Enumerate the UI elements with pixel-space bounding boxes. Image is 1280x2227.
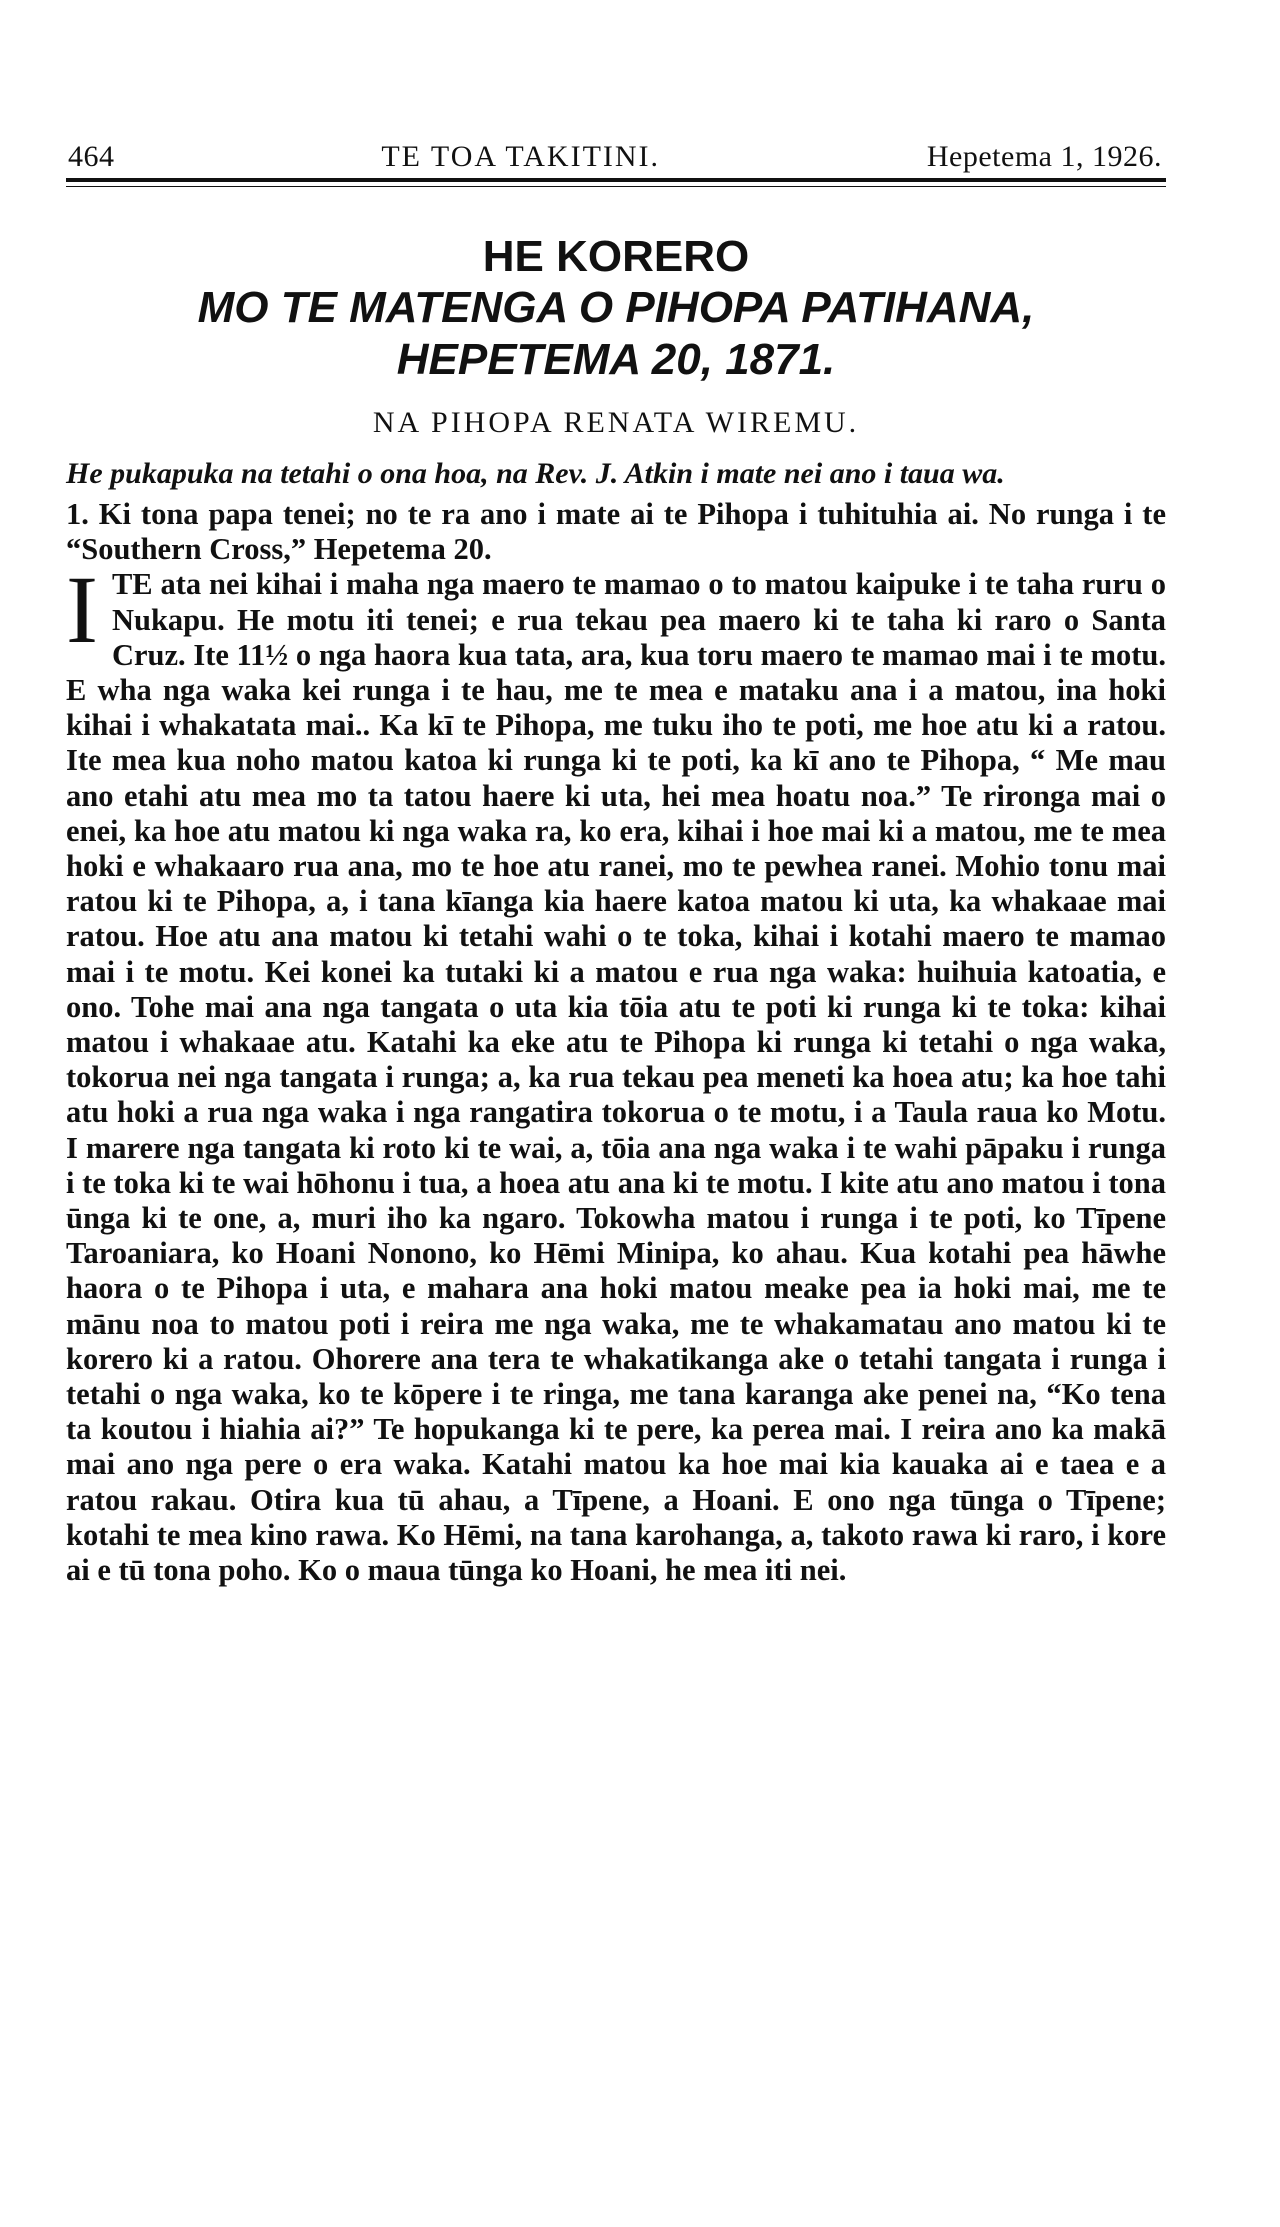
journal-title: TE TOA TAKITINI. (381, 140, 661, 173)
intro-note: He pukapuka na tetahi o ona hoa, na Rev. J. Atkin i mate nei ano i taua wa. (66, 457, 1005, 490)
title-line-1: HE KORERO (482, 232, 750, 281)
paragraph-2-text: TE ata nei kihai i maha nga maero te mamao o to matou kaipuke i te taha ruru o Nukapu. He motu iti tenei; e rua tekau pea maero ki te taha ki raro o Santa Cruz. Ite 11½ o nga haora kua tata, ara, kua toru maero te mamao mai i te motu. E wha nga waka kei runga i te hau, me te mea e mataku ana i a matou, ina hoki kihai i whakatata mai.. Ka kī te Pihopa, me tuku iho te poti, me hoe atu ki a ratou. Ite mea kua noho matou katoa ki runga ki te poti, ka kī ano te Pihopa, “ Me mau ano etahi atu mea mo ta tatou haere ki uta, hei mea hoatu noa.” Te rironga mai o enei, ka hoe atu matou ki nga waka ra, ko era, kihai i hoe mai ki a matou, me te mea hoki e whakaaro rua ana, mo te hoe atu ranei, mo te pewhea ranei. Mohio tonu mai ratou ki te Pihopa, a, i tana kīanga kia haere katoa matou ki uta, ka whakaae mai ratou. Hoe atu ana matou ki tetahi wahi o te toka, kihai i kotahi maero te mamao mai i te motu. Kei konei ka tutaki ki a matou e rua nga waka: huihuia katoatia, e ono. Tohe mai ana nga tangata o uta kia tōia atu te poti ki runga ki te toka: kihai matou i whakaae atu. Katahi ka eke atu te Pihopa ki runga ki tetahi o nga waka, tokorua nei nga tangata i runga; a, ka rua tekau pea meneti ka hoea atu; ka hoe tahi atu hoki a rua nga waka i nga rangatira tokorua o te motu, i a Taula raua ko Motu. I marere nga tangata ki roto ki te wai, a, tōia ana nga waka i te wahi pāpaku i runga i te toka ki te wai hōhonu i tua, a hoea atu ana ki te motu. I kite atu ano matou i tona ūnga ki te one, a, muri iho ka ngaro. Tokowha matou i runga i te poti, ko Tīpene Taroaniara, ko Hoani Nonono, ko Hēmi Minipa, ko ahau. Kua kotahi pea hāwhe haora o te Pihopa i uta, e mahara ana hoki matou meake pea ia hoki mai, me te mānu noa to matou poti i reira me nga waka, me te whakamatau ano matou ki te korero ki a ratou. Ohorere ana tera te whakatikanga ake o tetahi tangata i runga i tetahi o nga waka, ko te kōpere i te ringa, me tana karanga ake penei na, “Ko tena ta koutou i hiahia ai?” Te hopukanga ki te pere, ka perea mai. I reira ano ka makā mai ano nga pere o era waka. Katahi matou ka hoe mai kia kauaka ai e taea e a ratou rakau. Otira kua tū ahau, a Tīpene, a Hoani. E ono nga tūnga o Tīpene; kotahi te mea kino rawa. Ko Hēmi, na tana karohanga, a, takoto rawa ki raro, i kore ai e tū tona poho. Ko o maua tūnga ko Hoani, he mea iti nei. (66, 567, 1166, 1588)
title-line-3: HEPETEMA 20, 1871. (396, 335, 836, 384)
paragraph-1: 1. Ki tona papa tenei; no te ra ano i mate ai te Pihopa i tuhituhia ai. No runga i te “Southern Cross,” Hepetema 20. (66, 497, 1166, 567)
author-byline: NA PIHOPA RENATA WIREMU. (372, 406, 860, 439)
page (66, 140, 1166, 1588)
article-title (66, 232, 1166, 386)
issue-date: Hepetema 1, 1926. (926, 140, 1162, 173)
drop-cap: I (66, 556, 98, 664)
paragraph-2 (66, 556, 1166, 1588)
title-line-2: MO TE MATENGA O PIHOPA PATIHANA, (197, 283, 1035, 332)
page-number: 464 (68, 140, 115, 173)
running-head (66, 140, 1166, 182)
